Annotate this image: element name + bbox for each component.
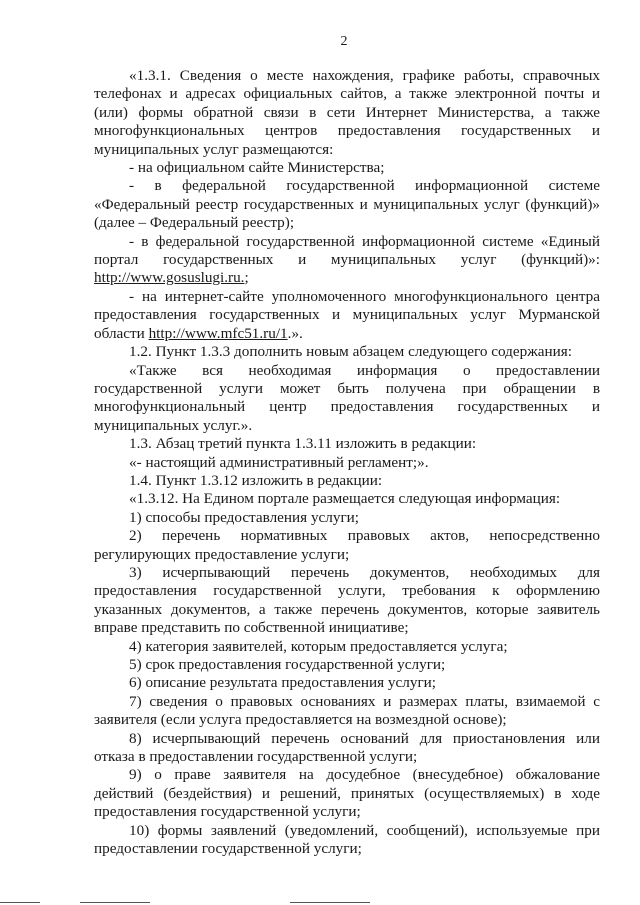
list-item-unified-portal	[94, 233, 600, 288]
list-item-5: 5) срок предоставления государственной услуги;	[129, 656, 446, 673]
unified-portal-end: ;	[244, 269, 249, 287]
paragraph-1-3-3-addition: «Также вся необходимая информация о предоставлении государственной услуги может быть получена при обращении в многофункциональный центр предоставления государственных и муниципальных услуг.».	[94, 361, 600, 434]
mfc-site-end: .».	[287, 324, 303, 342]
paragraph-1-2: 1.2. Пункт 1.3.3 дополнить новым абзацем следующего содержания:	[129, 343, 572, 361]
list-item-10: 10) формы заявлений (уведомлений, сообщений), используемые при предоставлении государственной услуги;	[94, 821, 600, 858]
list-item-4: 4) категория заявителей, которым предоставляется услуга;	[129, 637, 508, 655]
scan-artifact-line	[80, 902, 150, 903]
list-item-3: 3) исчерпывающий перечень документов, необходимых для предоставления государственной услуги, требования к оформлению указанных документов, а также перечень документов, которые заявитель вправе представить по собственной инициативе;	[94, 563, 600, 637]
mfc51-link[interactable]: http://www.mfc51.ru/1	[148, 324, 288, 342]
paragraph-1-4: 1.4. Пункт 1.3.12 изложить в редакции:	[129, 471, 383, 489]
list-item-2: 2) перечень нормативных правовых актов, непосредственно регулирующих предоставление услуги;	[94, 527, 600, 563]
mfc-site-text: - на интернет-сайте уполномоченного многофункционального центра предоставления государственных и муниципальных услуг Мурманской области	[94, 287, 600, 342]
scan-artifact-line	[0, 902, 40, 903]
list-item-9: 9) о праве заявителя на досудебное (внесудебное) обжалование действий (бездействия) и решений, принятых (осуществляемых) в ходе предоставления государственной услуги;	[94, 766, 600, 821]
document-body	[94, 67, 600, 858]
paragraph-1-3-1: «1.3.1. Сведения о месте нахождения, графике работы, справочных телефонах и адресах официальных сайтов, а также электронной почты и (или) формы обратной связи в сети Интернет Министерства, а также многофункциональных центров предоставления государственных и муниципальных услуг размещаются:	[94, 67, 600, 158]
list-item-federal-registry: - в федеральной государственной информационной системе «Федеральный реестр государственных и муниципальных услуг (функций)» (далее – Федеральный реестр);	[94, 177, 600, 232]
list-item-6: 6) описание результата предоставления услуги;	[129, 674, 437, 692]
list-item-mfc-site	[94, 288, 600, 343]
list-item-1: 1) способы предоставления услуги;	[129, 508, 360, 526]
scan-artifact-line	[290, 902, 370, 903]
unified-portal-text: - в федеральной государственной информационной системе «Единый портал государственных и муниципальных услуг (функций)»:	[94, 232, 600, 269]
paragraph-1-3: 1.3. Абзац третий пункта 1.3.11 изложить в редакции:	[129, 435, 477, 453]
list-item-8: 8) исчерпывающий перечень оснований для приостановления или отказа в предоставлении государственной услуги;	[94, 729, 600, 766]
paragraph-1-3-12: «1.3.12. На Едином портале размещается следующая информация:	[129, 490, 561, 508]
page-number: 2	[340, 34, 348, 49]
list-item-ministry-site: - на официальном сайте Министерства;	[129, 159, 385, 177]
list-item-7: 7) сведения о правовых основаниях и размерах платы, взимаемой с заявителя (если услуга предоставляется на возмездной основе);	[94, 692, 600, 729]
paragraph-1-3-11-text: «- настоящий административный регламент;».	[129, 453, 429, 471]
gosuslugi-link[interactable]: http://www.gosuslugi.ru.	[94, 269, 245, 287]
